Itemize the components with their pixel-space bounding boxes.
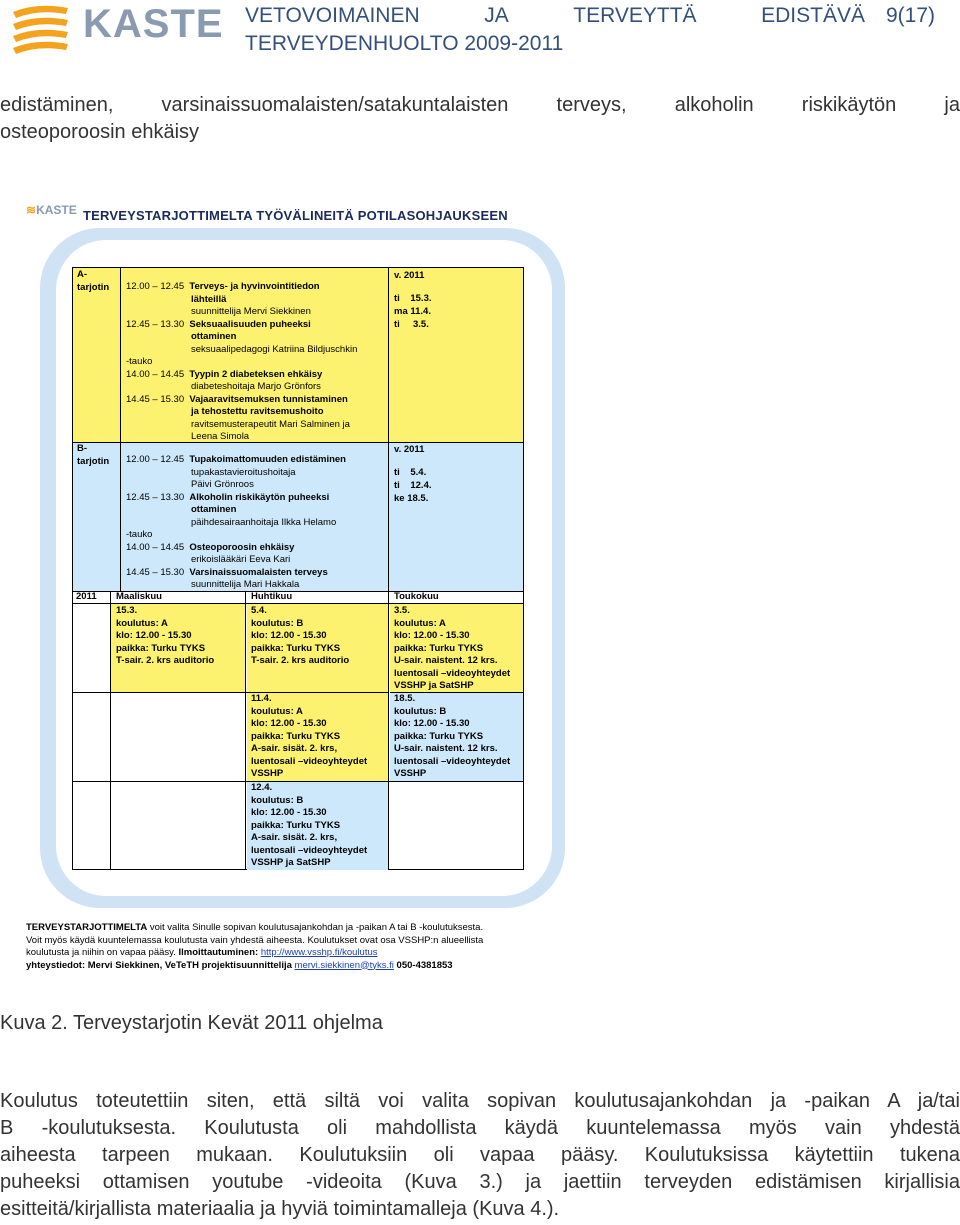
event-line: A-sair. sisät. 2. krs,	[251, 832, 338, 843]
intro-text	[0, 92, 960, 146]
event-line: 5.4.	[251, 605, 267, 616]
event-line: T-sair. 2. krs auditorio	[251, 655, 350, 666]
event-line: VSSHP ja SatSHP	[394, 680, 474, 691]
a-row-2	[126, 319, 357, 332]
event-line: luentosali –videoyhteydet	[394, 667, 511, 679]
poster-footer	[26, 922, 586, 972]
session-title: Seksuaalisuuden puheeksi	[189, 318, 311, 330]
intro-line: edistäminen, varsinaissuomalaisten/satakuntalaisten terveys, alkoholin riskikäytön ja	[0, 94, 960, 116]
intro-line: osteoporoosin ehkäisy	[0, 121, 200, 143]
event-line: luentosali –videoyhteydet	[394, 755, 511, 767]
time: 12.00 – 12.45	[126, 454, 185, 465]
date: ti 12.4.	[394, 480, 432, 491]
speaker: Päivi Grönroos	[191, 479, 254, 490]
date: ma 11.4.	[394, 306, 431, 317]
header-title-line1	[245, 4, 865, 28]
event-line: koulutus: A	[394, 617, 446, 629]
poster-logo-text: KASTE	[36, 203, 77, 217]
divider	[245, 591, 246, 870]
footer-line: Voit myös käydä kuuntelemassa koulutusta vain yhdestä aiheesta. Koulutukset ovat osa VSSHP:n alueellista	[26, 934, 484, 946]
a-dates	[394, 269, 432, 331]
footer-bold: Ilmoittautuminen:	[178, 947, 259, 958]
b-row-5	[126, 567, 346, 580]
speaker: erikoislääkäri Eeva Kari	[191, 554, 291, 565]
date: ti 3.5.	[394, 319, 429, 330]
event-line: 15.3.	[116, 605, 138, 616]
time: 12.45 – 13.30	[126, 318, 185, 330]
time: 14.45 – 15.30	[126, 393, 185, 405]
header-title-line2: TERVEYDENHUOLTO 2009-2011	[245, 32, 564, 55]
poster-title: TERVEYSTARJOTTIMELTA TYÖVÄLINEITÄ POTILASOHJAUKSEEN	[83, 208, 508, 223]
speaker: suunnittelija Mervi Siekkinen	[191, 306, 311, 317]
paragraph-line: B -koulutuksesta. Koulutusta oli mahdollista käydä kuuntelemassa myös vain yhdestä	[0, 1117, 960, 1139]
event-line: klo: 12.00 - 15.30	[251, 807, 327, 818]
calendar-year: 2011	[76, 591, 97, 602]
event-line: koulutus: B	[251, 617, 304, 629]
event-line: U-sair. naistent. 12 krs.	[394, 655, 498, 666]
header-word: EDISTÄVÄ	[761, 4, 865, 27]
event-line: paikka: Turku TYKS	[116, 642, 206, 654]
event-line: koulutus: B	[251, 794, 304, 806]
divider	[388, 442, 389, 592]
divider	[72, 781, 247, 782]
event-line: A-sair. sisät. 2. krs,	[251, 743, 338, 754]
speaker: tupakastavieroitushoitaja	[191, 466, 296, 478]
poster-logo	[26, 203, 77, 217]
date: ti 15.3.	[394, 293, 432, 304]
speaker: Leena Simola	[191, 431, 250, 442]
event-line: 18.5.	[394, 693, 416, 704]
event-line: koulutus: B	[394, 705, 447, 717]
month-label: Toukokuu	[394, 591, 439, 602]
b-dates	[394, 443, 432, 505]
event-line: klo: 12.00 - 15.30	[251, 630, 327, 641]
session-title: Vajaaravitsemuksen tunnistaminen	[189, 393, 348, 405]
a-tarjotin-label: A- tarjotin	[77, 269, 110, 293]
paragraph-line: Koulutus toteutettiin siten, että siltä voi valita sopivan koulutusajankohdan ja -paikan A ja/tai	[0, 1090, 960, 1112]
b-row-2	[126, 492, 346, 505]
speaker: seksuaalipedagogi Katriina Bildjuschkin	[191, 343, 358, 355]
event-line: 11.4.	[251, 693, 272, 704]
event-m1	[116, 605, 214, 668]
session-title: ottaminen	[191, 331, 237, 342]
speaker: päihdesairaanhoitaja Ilkka Helamo	[191, 516, 337, 528]
footer-line	[26, 922, 586, 935]
session-title: Tyypin 2 diabeteksen ehkäisy	[189, 368, 323, 380]
event-m3a	[394, 605, 510, 693]
session-title: ja tehostettu ravitsemushoito	[191, 406, 324, 417]
session-title: ottaminen	[191, 504, 237, 515]
date-year: v. 2011	[394, 444, 425, 455]
session-title: Alkoholin riskikäytön puheeksi	[189, 491, 330, 503]
speaker: diabeteshoitaja Marjo Grönfors	[191, 381, 321, 392]
footer-text: koulutusta ja niihin on vapaa pääsy.	[26, 947, 179, 958]
event-line: paikka: Turku TYKS	[394, 642, 484, 654]
date: ti 5.4.	[394, 467, 427, 478]
speaker: suunnittelija Mari Hakkala	[191, 579, 300, 590]
poster-logo-mark: ≋	[26, 203, 37, 217]
event-m2c	[251, 782, 367, 870]
event-line: 12.4.	[251, 782, 273, 793]
event-line: paikka: Turku TYKS	[251, 819, 341, 831]
month-label: Maaliskuu	[116, 591, 162, 602]
footer-text: voit valita Sinulle sopivan koulutusajankohdan ja -paikan A tai B -koulutuksesta.	[147, 922, 484, 933]
paragraph-line: puheeksi ottamisen youtube -videoita (Kuva 3.) ja jaettiin terveyden edistämisen kirjallisia	[0, 1171, 960, 1193]
divider	[388, 781, 524, 782]
event-line: klo: 12.00 - 15.30	[116, 630, 192, 641]
event-m3b	[394, 693, 510, 781]
event-line: paikka: Turku TYKS	[251, 642, 341, 654]
month-label: Huhtikuu	[251, 591, 293, 602]
time: 12.00 – 12.45	[126, 281, 185, 292]
email-link[interactable]: mervi.siekkinen@tyks.fi	[294, 959, 394, 971]
event-line: 3.5.	[394, 605, 410, 616]
session-title: Varsinaissuomalaisten terveys	[189, 566, 328, 578]
footer-phone: 050-4381853	[393, 959, 453, 971]
event-line: VSSHP	[394, 768, 427, 779]
event-line: koulutus: A	[116, 617, 168, 629]
event-line: koulutus: A	[251, 705, 303, 717]
kaste-logo-mark	[8, 0, 78, 62]
b-schedule	[126, 454, 346, 592]
time: 14.00 – 14.45	[126, 541, 185, 553]
header-word: JA	[484, 4, 509, 27]
divider	[72, 692, 247, 693]
logo-text: KASTE	[83, 2, 224, 46]
figure-caption: Kuva 2. Terveystarjotin Kevät 2011 ohjelma	[0, 1012, 383, 1034]
event-line: U-sair. naistent. 12 krs.	[394, 743, 498, 754]
a-row-4	[126, 369, 357, 382]
event-line: klo: 12.00 - 15.30	[251, 718, 327, 729]
page-number: 9(17)	[886, 4, 936, 27]
time: 12.45 – 13.30	[126, 491, 185, 503]
event-line: klo: 12.00 - 15.30	[394, 630, 470, 641]
event-line: VSSHP	[251, 768, 284, 779]
event-line: paikka: Turku TYKS	[251, 730, 341, 742]
break: -tauko	[126, 356, 153, 367]
footer-bold: TERVEYSTARJOTTIMELTA	[26, 922, 148, 933]
header-word: VETOVOIMAINEN	[245, 4, 420, 27]
event-m2a	[251, 605, 349, 668]
event-line: T-sair. 2. krs auditorio	[116, 655, 215, 666]
session-title: Terveys- ja hyvinvointitiedon	[189, 281, 320, 292]
time: 14.00 – 14.45	[126, 368, 185, 380]
footer-contact: yhteystiedot: Mervi Siekkinen, VeTeTH projektisuunnittelija	[26, 959, 295, 971]
footer-line	[26, 947, 586, 960]
date: ke 18.5.	[394, 493, 429, 504]
date-year: v. 2011	[394, 270, 425, 281]
b-tarjotin-label: B- tarjotin	[77, 443, 110, 467]
paragraph-line: aiheesta tarpeen mukaan. Koulutuksiin oli vapaa pääsy. Koulutuksissa käytettiin tukena	[0, 1144, 960, 1166]
footer-line	[26, 960, 586, 973]
header-word: TERVEYTTÄ	[573, 4, 697, 27]
event-line: klo: 12.00 - 15.30	[394, 718, 470, 729]
kaste-logo	[8, 0, 223, 62]
event-line: luentosali –videoyhteydet	[251, 755, 368, 767]
b-row-4	[126, 542, 346, 555]
time: 14.45 – 15.30	[126, 566, 185, 578]
divider	[388, 591, 389, 870]
registration-link[interactable]: http://www.vsshp.fi/koulutus	[260, 947, 378, 958]
divider	[120, 442, 121, 592]
b-row-1	[126, 454, 346, 467]
paragraph-line: esitteitä/kirjallista materiaalia ja hyviä toimintamalleja (Kuva 4.).	[0, 1198, 560, 1220]
session-title: Osteoporoosin ehkäisy	[189, 541, 295, 553]
event-line: paikka: Turku TYKS	[394, 730, 484, 742]
event-m2b	[251, 693, 367, 781]
body-paragraph	[0, 1088, 960, 1223]
speaker: ravitsemusterapeutit Mari Salminen ja	[191, 418, 350, 430]
event-line: luentosali –videoyhteydet	[251, 844, 368, 856]
a-row-5	[126, 394, 357, 407]
break: -tauko	[126, 529, 153, 540]
session-title: lähteillä	[191, 293, 227, 305]
a-row-1	[126, 281, 357, 294]
a-schedule	[126, 281, 357, 444]
event-line: VSSHP ja SatSHP	[251, 857, 331, 868]
session-title: Tupakoimattomuuden edistäminen	[189, 454, 346, 465]
